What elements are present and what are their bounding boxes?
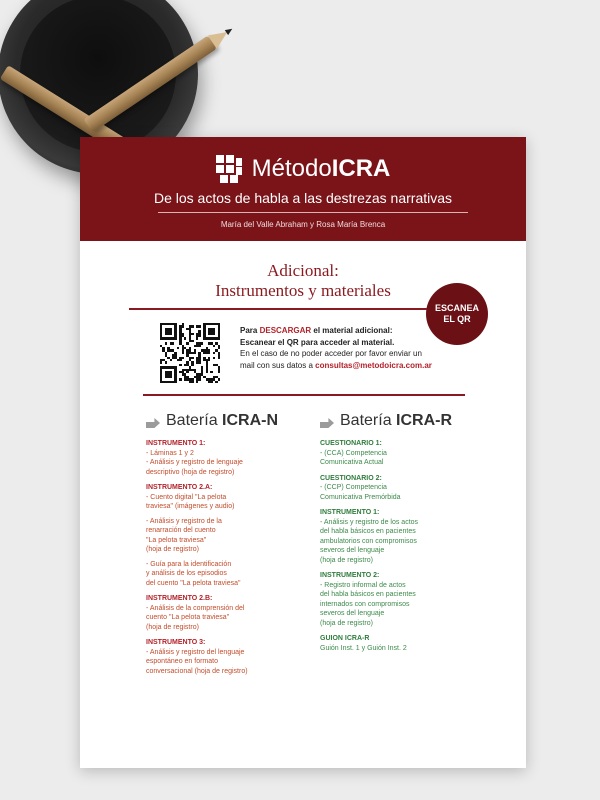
section-line: del habla básicos en pacientes	[320, 591, 416, 598]
qr-module	[186, 342, 188, 344]
qr-module	[218, 347, 220, 349]
qr-module	[210, 371, 212, 373]
icra-logo-icon	[216, 155, 244, 183]
qr-module	[160, 361, 162, 363]
section-line: (hoja de registro)	[146, 623, 199, 631]
qr-module	[172, 342, 174, 344]
qr-module	[198, 345, 200, 347]
qr-module	[191, 364, 193, 366]
qr-module	[208, 352, 210, 354]
qr-module	[213, 345, 215, 347]
section-line: - Análisis y registro de lenguaje	[146, 459, 243, 466]
section-line: descriptivo (hoja de registro)	[146, 468, 235, 476]
section-line: - Registro informal de actos	[320, 581, 406, 589]
qr-module	[182, 357, 184, 359]
section-heading: INSTRUMENTO 2.B:	[146, 595, 213, 602]
qr-module	[179, 364, 181, 366]
section-line: (hoja de registro)	[146, 546, 199, 553]
section-line: espontáneo en formato	[146, 658, 218, 665]
badge-line-2: EL QR	[443, 314, 471, 324]
bateria-n-prefix: Batería	[166, 412, 223, 429]
divider-bottom	[143, 394, 465, 396]
qr-module	[215, 381, 217, 383]
section-line: traviesa" (imágenes y audio)	[146, 503, 235, 510]
qr-module	[179, 378, 181, 380]
left-sections	[146, 439, 306, 676]
contact-email-link[interactable]: consultas@metodoicra.com.ar	[315, 360, 432, 370]
qr-module	[179, 359, 181, 361]
qr-module	[191, 381, 193, 383]
section-line: conversacional (hoja de registro)	[146, 667, 248, 675]
section-line: renarración del cuento	[146, 527, 216, 534]
qr-module	[191, 325, 193, 327]
section-line: - Análisis y registro del lenguaje	[146, 648, 245, 656]
qr-module	[182, 325, 184, 327]
qr-module	[177, 347, 179, 349]
dl-highlight: DESCARGAR	[259, 326, 312, 335]
qr-module	[170, 376, 172, 378]
section-line: - Análisis y registro de la	[146, 517, 222, 525]
qr-module	[201, 342, 203, 344]
section-line: - Análisis de la comprensión del	[146, 604, 245, 612]
flyer-header	[80, 137, 526, 241]
section-line: severos del lenguaje	[320, 547, 385, 554]
qr-module	[191, 333, 193, 335]
section-line: y análisis de los episodios	[146, 570, 227, 577]
section-heading: INSTRUMENTO 2.A:	[146, 484, 213, 491]
dl-l4a: mail con sus datos a	[240, 360, 316, 370]
bateria-n-name: ICRA-N	[222, 412, 279, 429]
qr-module	[184, 337, 186, 339]
qr-module	[165, 361, 167, 363]
section-heading: INSTRUMENTO 3:	[146, 639, 206, 646]
badge-line-1: ESCANEA	[434, 303, 479, 313]
bateria-n-heading	[146, 411, 306, 431]
dl-l1a: Para	[240, 326, 260, 335]
dl-l1c: el material adicional:	[311, 326, 393, 335]
qr-module	[186, 371, 188, 373]
bateria-r-name: ICRA-R	[396, 412, 453, 429]
qr-module	[210, 381, 212, 383]
qr-module	[182, 352, 184, 354]
qr-module	[174, 337, 176, 339]
qr-module	[218, 371, 220, 373]
qr-module	[194, 352, 196, 354]
section-heading: INSTRUMENTO 1:	[320, 509, 380, 516]
divider-top	[129, 308, 427, 310]
bateria-r-prefix: Batería	[340, 412, 397, 429]
qr-module	[208, 359, 210, 361]
title-line-1: Adicional:	[267, 261, 339, 280]
qr-module	[198, 335, 200, 337]
qr-module	[198, 361, 200, 363]
qr-module	[206, 371, 208, 373]
section-heading: CUESTIONARIO 1:	[320, 440, 382, 447]
qr-module	[218, 357, 220, 359]
qr-module	[196, 337, 198, 339]
qr-module	[198, 378, 200, 380]
qr-module	[213, 352, 215, 354]
section-line: Guión Inst. 1 y Guión Inst. 2	[320, 644, 407, 652]
dl-l3: En el caso de no poder acceder por favor enviar un	[240, 349, 422, 358]
qr-code[interactable]	[160, 323, 220, 383]
section-line: Comunicativa Actual	[320, 459, 384, 466]
flyer-sheet	[80, 137, 526, 768]
qr-module	[170, 359, 172, 361]
arrow-mark-icon	[146, 414, 160, 428]
section-line: - Análisis y registro de los actos	[320, 518, 419, 526]
section-line: - (CCP) Competencia	[320, 484, 387, 491]
title-line-2: Instrumentos y materiales	[215, 281, 391, 300]
section-line: Comunicativa Premórbida	[320, 493, 401, 501]
section-line: ambulatorios con compromisos	[320, 537, 417, 545]
section-line: - Guía para la identificación	[146, 560, 232, 568]
qr-module	[191, 340, 193, 342]
header-divider	[158, 212, 468, 213]
dl-l2: Escanear el QR para acceder al material.	[240, 337, 395, 347]
section-line: "La pelota traviesa"	[146, 536, 207, 544]
bateria-r-heading	[320, 411, 490, 431]
qr-module	[218, 337, 220, 339]
qr-module	[213, 333, 215, 335]
authors: María del Valle Abraham y Rosa María Brenca	[220, 220, 386, 229]
column-icra-n	[146, 411, 306, 676]
section-line: del habla básicos en pacientes	[320, 528, 416, 535]
section-heading: INSTRUMENTO 2:	[320, 572, 380, 579]
subtitle: De los actos de habla a las destrezas narrativas	[153, 190, 453, 206]
qr-module	[198, 325, 200, 327]
qr-module	[218, 378, 220, 380]
section-heading: INSTRUMENTO 1:	[146, 440, 206, 447]
qr-module	[191, 357, 193, 359]
section-heading: GUION ICRA-R	[320, 635, 370, 642]
brand-name: MétodoICRA	[251, 155, 391, 182]
download-instructions	[240, 325, 480, 371]
brand-logo	[80, 153, 526, 185]
section-line: internados con compromisos	[320, 600, 410, 608]
section-line: - Láminas 1 y 2	[146, 449, 194, 457]
qr-module	[196, 381, 198, 383]
section-line: severos del lenguaje	[320, 610, 385, 617]
column-icra-r	[320, 411, 490, 653]
qr-module	[170, 333, 172, 335]
section-line: cuento "La pelota traviesa"	[146, 614, 230, 621]
section-line: - (CCA) Competencia	[320, 449, 387, 457]
qr-module	[165, 342, 167, 344]
right-sections	[320, 439, 490, 653]
qr-module	[174, 381, 176, 383]
qr-module	[213, 357, 215, 359]
section-line: - Cuento digital "La pelota	[146, 493, 227, 501]
section-line: (hoja de registro)	[320, 619, 373, 627]
section-line: (hoja de registro)	[320, 556, 373, 564]
section-line: del cuento "La pelota traviesa"	[146, 579, 241, 587]
section-heading: CUESTIONARIO 2:	[320, 474, 382, 482]
arrow-mark-icon	[320, 414, 334, 428]
